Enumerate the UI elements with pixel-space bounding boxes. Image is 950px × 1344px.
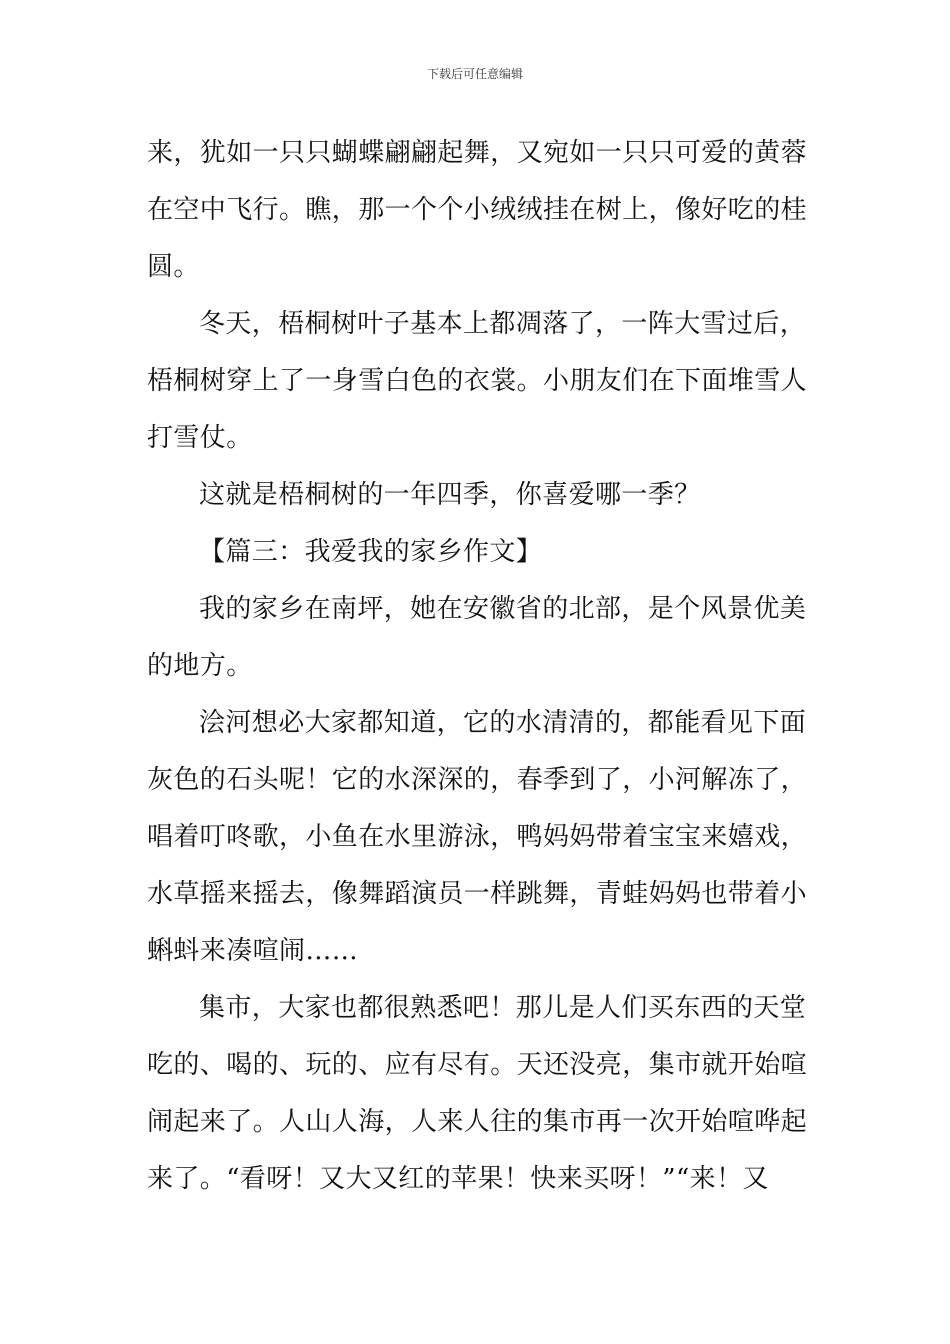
text-line: 闹起来了。人山人海，人来人往的集市再一次开始喧哗起 bbox=[147, 1107, 808, 1137]
text-line: 蝌蚪来凑喧闹…… bbox=[147, 936, 359, 966]
text-line: 我的家乡在南坪，她在安徽省的北部，是个风景优美 bbox=[199, 594, 807, 624]
text-line: 来了。“看呀！又大又红的苹果！快来买呀！”“来！又 bbox=[147, 1164, 769, 1194]
text-line: 水草摇来摇去，像舞蹈演员一样跳舞，青蛙妈妈也带着小 bbox=[147, 879, 808, 909]
text-line: 浍河想必大家都知道，它的水清清的，都能看见下面 bbox=[199, 708, 807, 738]
text-line: 在空中飞行。瞧，那一个个小绒绒挂在树上，像好吃的桂 bbox=[147, 195, 808, 225]
text-line: 这就是梧桐树的一年四季，你喜爱哪一季？ bbox=[199, 480, 701, 510]
text-line: 梧桐树穿上了一身雪白色的衣裳。小朋友们在下面堆雪人 bbox=[147, 366, 808, 396]
text-line: 的地方。 bbox=[147, 651, 253, 681]
section-heading: 【篇三：我爱我的家乡作文】 bbox=[199, 537, 543, 567]
text-line: 冬天，梧桐树叶子基本上都凋落了，一阵大雪过后， bbox=[199, 309, 807, 339]
page-header-note: 下载后可任意编辑 bbox=[426, 67, 523, 81]
text-line: 吃的、喝的、玩的、应有尽有。天还没亮，集市就开始喧 bbox=[147, 1050, 808, 1080]
document-body bbox=[147, 125, 807, 1208]
text-line: 唱着叮咚歌，小鱼在水里游泳，鸭妈妈带着宝宝来嬉戏， bbox=[147, 822, 808, 852]
text-line: 圆。 bbox=[147, 252, 200, 282]
text-line: 来，犹如一只只蝴蝶翩翩起舞，又宛如一只只可爱的黄蓉 bbox=[147, 138, 808, 168]
text-line: 集市，大家也都很熟悉吧！那儿是人们买东西的天堂 bbox=[199, 993, 807, 1023]
text-line: 打雪仗。 bbox=[147, 423, 253, 453]
text-line: 灰色的石头呢！它的水深深的，春季到了，小河解冻了， bbox=[147, 765, 808, 795]
